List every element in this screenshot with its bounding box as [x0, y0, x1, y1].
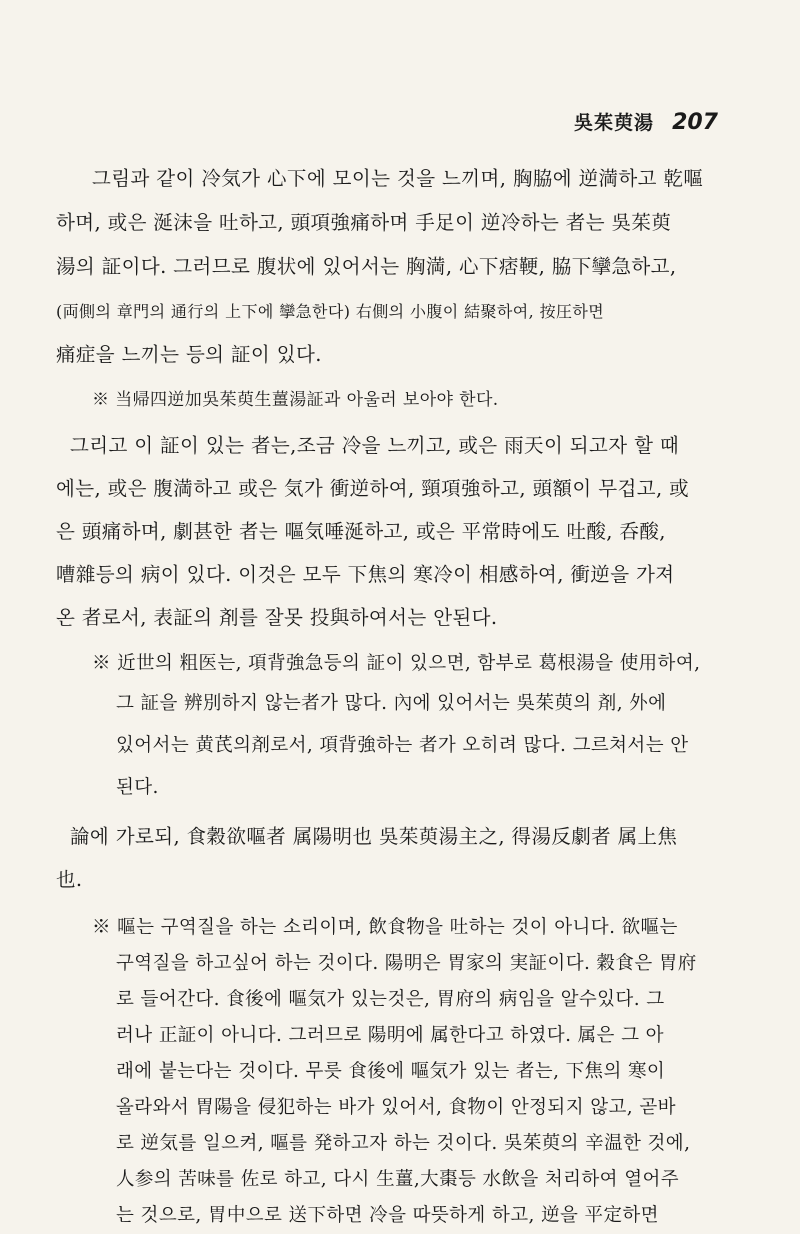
note-line: 로 逆気를 일으켜, 嘔를 発하고자 하는 것이다. 吳茱萸의 辛温한 것에, [116, 1133, 691, 1154]
text-line: 嘈雜등의 病이 있다. 이것은 모두 下焦의 寒冷이 相感하여, 衝逆을 가져 [56, 563, 675, 586]
note-line: 그 証을 辨別하지 않는者가 많다. 內에 있어서는 吳茱萸의 剤, 外에 [116, 693, 667, 714]
note-line: 구역질을 하고싶어 하는 것이다. 陽明은 胃家의 実証이다. 穀食은 胃府 [116, 953, 697, 974]
running-header [574, 108, 718, 135]
text-line: 也. [56, 868, 83, 891]
note-line: 래에 붙는다는 것이다. 무릇 食後에 嘔気가 있는 者는, 下焦의 寒이 [116, 1061, 666, 1082]
running-title: 吳茱萸湯 [574, 112, 655, 134]
text-line: 에는, 或은 腹満하고 或은 気가 衝逆하여, 頸項強하고, 頭額이 무겁고, 或 [56, 477, 690, 500]
text-line: 하며, 或은 涎沫을 吐하고, 頭項強痛하며 手足이 逆冷하는 者는 吳茱萸 [56, 211, 672, 234]
text-line: 論에 가로되, 食穀欲嘔者 属陽明也 吳茱萸湯主之, 得湯反劇者 属上焦 [70, 825, 678, 848]
page-number: 207 [672, 110, 718, 135]
note-line: ※ 嘔는 구역질을 하는 소리이며, 飲食物을 吐하는 것이 아니다. 欲嘔는 [92, 917, 678, 938]
note-line: 올라와서 胃陽을 侵犯하는 바가 있어서, 食物이 안정되지 않고, 곧바 [116, 1097, 676, 1118]
text-line: 온 者로서, 表証의 剤를 잘못 投與하여서는 안된다. [56, 606, 498, 629]
note-line: 는 것으로, 胃中으로 送下하면 冷을 따뜻하게 하고, 逆을 平定하면 [116, 1205, 659, 1226]
text-line: 湯의 証이다. 그러므로 腹状에 있어서는 胸満, 心下痞鞕, 脇下攣急하고, [56, 255, 677, 278]
text-line: 痛症을 느끼는 등의 証이 있다. [56, 343, 322, 366]
note-line: 러나 正証이 아니다. 그러므로 陽明에 属한다고 하였다. 属은 그 아 [116, 1025, 664, 1046]
text-line: (両側의 章門의 通行의 上下에 攣急한다) 右側의 小腹이 結聚하여, 按圧하면 [56, 302, 605, 321]
note-line: 로 들어간다. 食後에 嘔気가 있는것은, 胃府의 病임을 알수있다. 그 [116, 989, 665, 1010]
text-line: 그리고 이 証이 있는 者는,조금 冷을 느끼고, 或은 雨天이 되고자 할 때 [70, 434, 680, 457]
text-line: 그림과 같이 冷気가 心下에 모이는 것을 느끼며, 胸脇에 逆満하고 乾嘔 [92, 167, 704, 190]
note-line: ※ 近世의 粗医는, 項背強急등의 証이 있으면, 함부로 葛根湯을 使用하여, [92, 653, 701, 674]
note-line: ※ 当帰四逆加吳茱萸生薑湯証과 아울러 보아야 한다. [92, 390, 499, 410]
note-line: 된다. [116, 777, 159, 798]
note-line: 있어서는 黄芪의剤로서, 項背強하는 者가 오히려 많다. 그르쳐서는 안 [116, 735, 689, 756]
note-line: 人参의 苦味를 佐로 하고, 다시 生薑,大棗등 水飲을 처리하여 열어주 [116, 1169, 680, 1190]
text-line: 은 頭痛하며, 劇甚한 者는 嘔気唾涎하고, 或은 平常時에도 吐酸, 呑酸, [56, 520, 666, 543]
